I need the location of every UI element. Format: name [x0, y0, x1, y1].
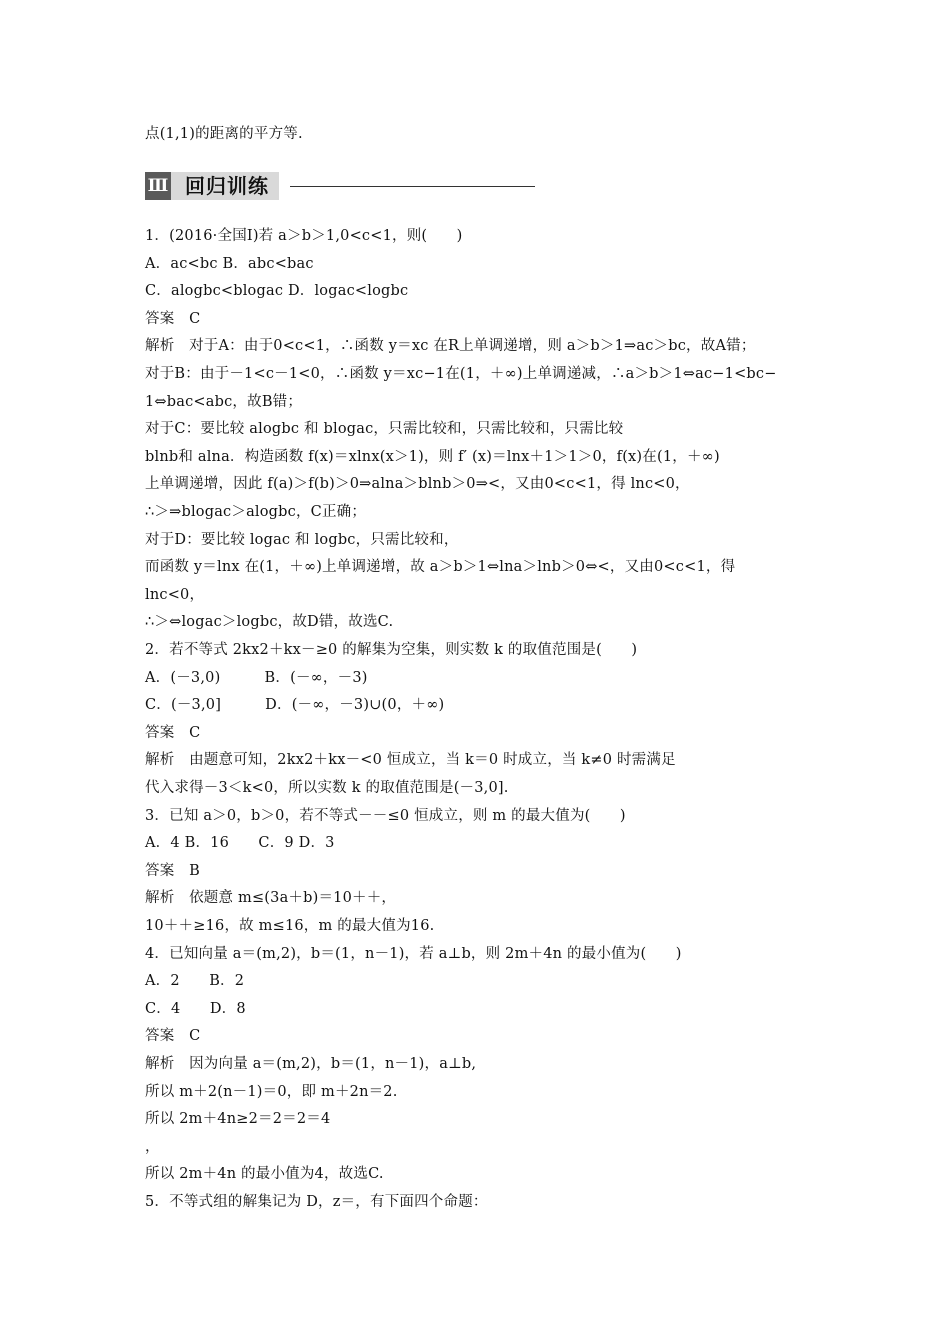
text-line: 答案 C	[145, 725, 201, 741]
text-line: A．2 B．2	[145, 973, 245, 989]
text-line: 10＋＋≥16，故 m≤16，m 的最大值为16.	[145, 918, 435, 934]
text-line: A．ac<bc B．abc<bac	[145, 256, 314, 272]
text-line: 解析 由题意可知，2kx2＋kx－<0 恒成立，当 k＝0 时成立，当 k≠0 时需满足	[145, 752, 676, 768]
text-line: 1⇔bac<abc，故B错；	[145, 394, 303, 410]
section-number-icon: Ⅲ	[145, 172, 171, 200]
intro-text: 点(1,1)的距离的平方等.	[145, 126, 303, 142]
text-line: 所以 m＋2(n－1)＝0，即 m＋2n＝2.	[145, 1084, 398, 1100]
section-title: 回归训练	[171, 172, 279, 200]
text-line: 解析 对于A：由于0<c<1，∴函数 y＝xc 在R上单调递增，则 a＞b＞1⇒ac＞bc，故A错；	[145, 338, 756, 354]
text-line: ∴＞⇒blogac＞alogbc，C正确；	[145, 504, 367, 520]
text-line: C．4 D．8	[145, 1001, 246, 1017]
text-line: 对于C：要比较 alogbc 和 blogac，只需比较和，只需比较和，只需比较	[145, 421, 624, 437]
text-line: 2．若不等式 2kx2＋kx－≥0 的解集为空集，则实数 k 的取值范围是( )	[145, 642, 638, 658]
text-line: 3．已知 a＞0，b＞0，若不等式－－≤0 恒成立，则 m 的最大值为( )	[145, 808, 626, 824]
text-line: 上单调递增，因此 f(a)＞f(b)＞0⇒alna＞blnb＞0⇒<，又由0<c<1，得 lnc<0，	[145, 476, 690, 492]
section-divider	[290, 186, 535, 187]
text-line: C．alogbc<blogac D．logac<logbc	[145, 283, 409, 299]
text-line: 答案 C	[145, 311, 201, 327]
text-line: C．(－3,0] D．(－∞，－3)∪(0，＋∞)	[145, 697, 445, 713]
text-line: ∴＞⇔logac＞logbc，故D错，故选C.	[145, 614, 394, 630]
text-line: 对于D：要比较 logac 和 logbc，只需比较和，	[145, 532, 459, 548]
text-line: 解析 因为向量 a＝(m,2)，b＝(1，n－1)，a⊥b,	[145, 1056, 477, 1072]
text-line: 而函数 y＝lnx 在(1，＋∞)上单调递增，故 a＞b＞1⇔lna＞lnb＞0⇔<，又由0<c<1，得	[145, 559, 736, 575]
text-line: 5．不等式组的解集记为 D，z＝，有下面四个命题：	[145, 1194, 488, 1210]
text-line: 对于B：由于－1<c－1<0，∴函数 y＝xc−1在(1，＋∞)上单调递减，∴a＞b＞1⇔ac−1<bc−	[145, 366, 777, 382]
text-line: 所以 2m＋4n 的最小值为4，故选C.	[145, 1166, 384, 1182]
text-line: A．(－3,0) B．(－∞，－3)	[145, 670, 368, 686]
text-line: 所以 2m＋4n≥2＝2＝2＝4	[145, 1111, 331, 1127]
text-line: ，	[145, 1139, 160, 1155]
text-line: 答案 B	[145, 863, 200, 879]
text-line: 1．(2016·全国Ⅰ)若 a＞b＞1,0<c<1，则( )	[145, 228, 463, 244]
text-line: lnc<0，	[145, 587, 205, 603]
text-line: blnb和 alna．构造函数 f(x)＝xlnx(x＞1)，则 f′ (x)＝lnx＋1＞1＞0，f(x)在(1，＋∞)	[145, 449, 720, 465]
section-header	[145, 172, 535, 200]
text-line: 解析 依题意 m≤(3a＋b)＝10＋＋，	[145, 890, 397, 906]
text-line: 代入求得－3＜k<0，所以实数 k 的取值范围是(－3,0].	[145, 780, 509, 796]
text-line: 答案 C	[145, 1028, 201, 1044]
text-line: 4．已知向量 a＝(m,2)，b＝(1，n－1)，若 a⊥b，则 2m＋4n 的最小值为( )	[145, 946, 682, 962]
text-line: A．4 B．16 C．9 D．3	[145, 835, 335, 851]
